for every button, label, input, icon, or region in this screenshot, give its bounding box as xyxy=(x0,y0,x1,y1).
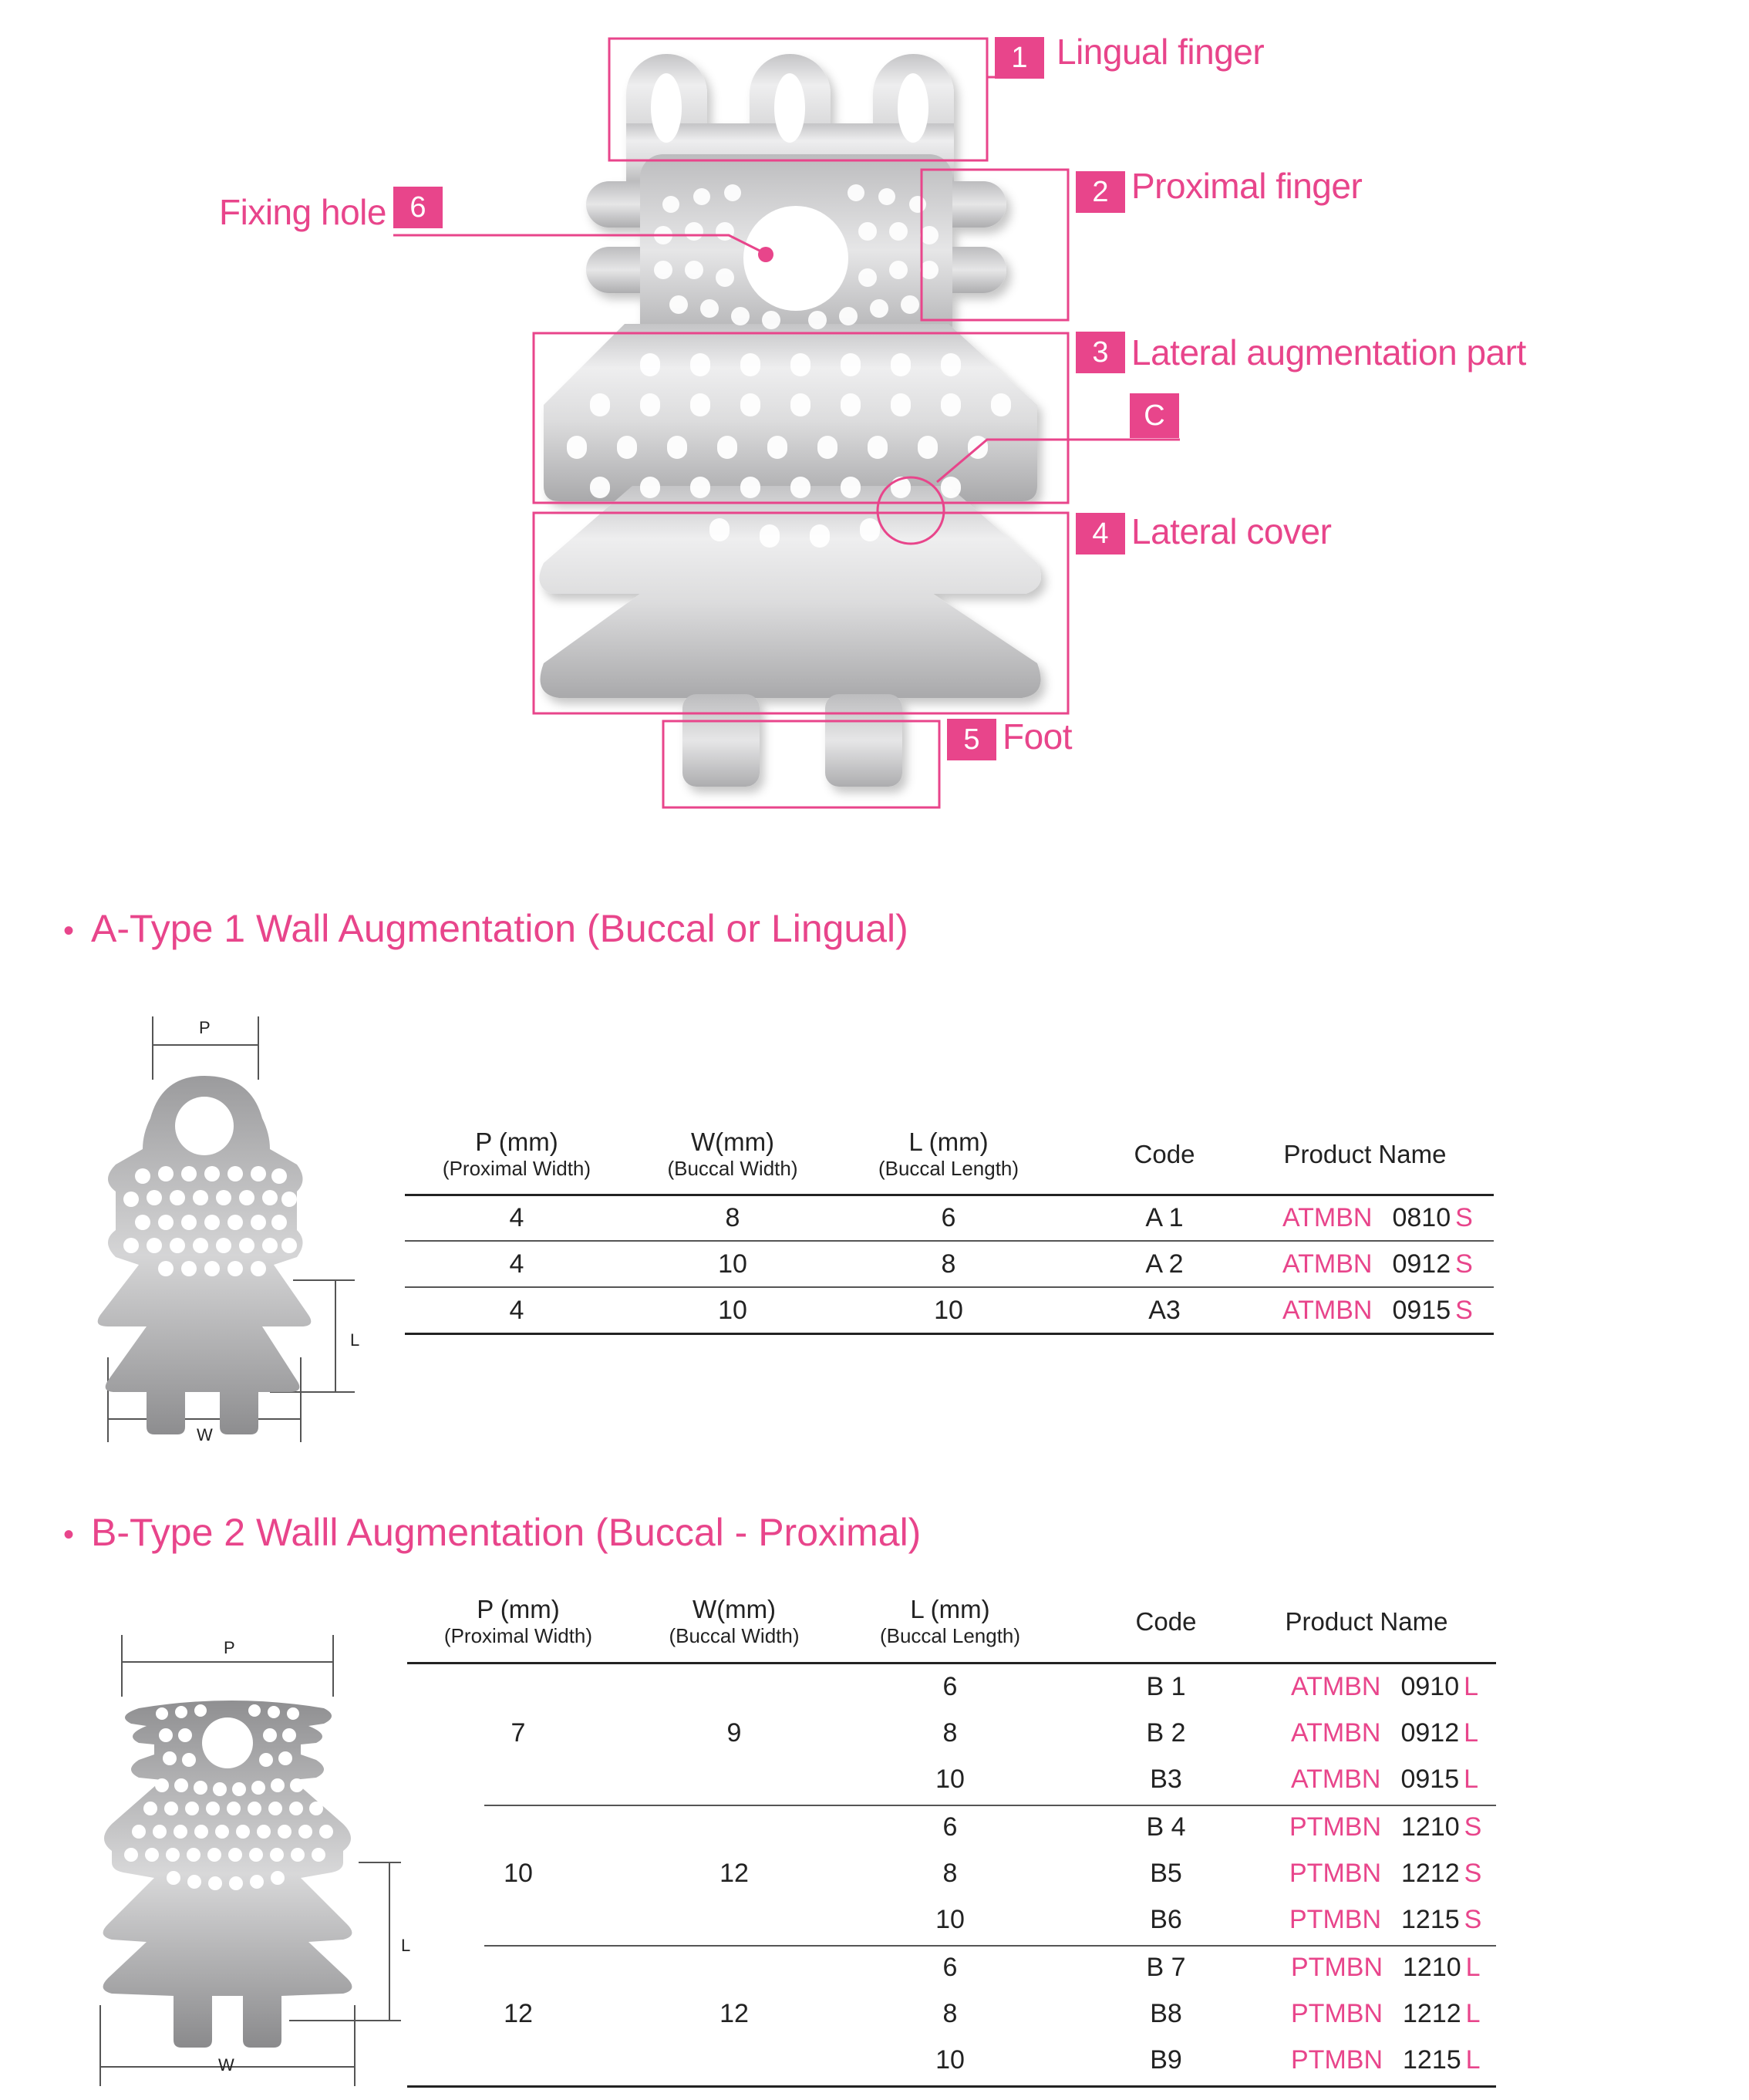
b-cell-l: 6 xyxy=(942,1953,958,1982)
b-cell-product xyxy=(1291,1953,1481,1983)
b-group-p: 7 xyxy=(511,1718,526,1748)
b-cell-code: B9 xyxy=(1150,2045,1182,2075)
product-prefix: ATMBN xyxy=(1282,1296,1373,1325)
b-group-w: 12 xyxy=(719,1999,749,2028)
product-prefix: PTMBN xyxy=(1291,1953,1383,1982)
a-cell-p: 4 xyxy=(509,1296,524,1325)
label-lateral-cover: Lateral cover xyxy=(1131,511,1332,551)
a-dim-w: W xyxy=(197,1425,213,1444)
product-prefix: PTMBN xyxy=(1289,1905,1381,1934)
a-header-p-main: P (mm) xyxy=(475,1128,558,1156)
a-cell-p: 4 xyxy=(509,1249,524,1279)
product-suffix: L xyxy=(1464,1765,1479,1794)
membrane-shape xyxy=(539,54,1041,787)
b-group-w: 9 xyxy=(726,1718,742,1748)
a-cell-l: 8 xyxy=(941,1249,956,1279)
b-dim-p: P xyxy=(224,1638,235,1657)
product-suffix: L xyxy=(1464,1672,1479,1701)
a-cell-w: 10 xyxy=(718,1249,747,1279)
product-prefix: PTMBN xyxy=(1291,2045,1383,2075)
product-number: 1215 xyxy=(1403,2045,1461,2075)
product-prefix: ATMBN xyxy=(1291,1718,1381,1748)
callout-num-4: 4 xyxy=(1076,513,1125,554)
section-b-title-text: B-Type 2 Walll Augmentation (Buccal - Proximal) xyxy=(91,1511,922,1554)
product-suffix: S xyxy=(1455,1249,1473,1279)
callout-num-5: 5 xyxy=(947,719,996,760)
b-type-drawing xyxy=(85,1627,424,2098)
bullet-icon: • xyxy=(63,914,75,949)
b-cell-code: B8 xyxy=(1150,1999,1182,2028)
b-cell-product xyxy=(1289,1859,1481,1889)
a-header-product-main: Product Name xyxy=(1283,1140,1447,1168)
b-cell-product xyxy=(1291,2045,1481,2075)
b-header-w-sub: (Buccal Width) xyxy=(669,1624,800,1647)
label-lateral-augmentation-part: Lateral augmentation part xyxy=(1131,332,1526,372)
a-cell-code: A 1 xyxy=(1145,1203,1184,1232)
product-suffix: S xyxy=(1464,1859,1482,1888)
b-table-bottom-rule xyxy=(407,2085,1496,2088)
fixing-hole-dot xyxy=(758,247,773,262)
product-suffix: L xyxy=(1465,1953,1481,1982)
b-header-w xyxy=(649,1595,819,1647)
section-b-title xyxy=(63,1510,921,1555)
product-suffix: S xyxy=(1464,1812,1482,1842)
label-foot: Foot xyxy=(1003,716,1073,757)
callout-num-3: 3 xyxy=(1076,332,1125,373)
product-suffix: S xyxy=(1464,1905,1482,1934)
a-header-w-main: W(mm) xyxy=(690,1128,775,1156)
b-header-code-main: Code xyxy=(1135,1607,1197,1636)
b-cell-code: B5 xyxy=(1150,1859,1182,1888)
callout-num-c: C xyxy=(1130,393,1179,438)
a-cell-l: 10 xyxy=(934,1296,963,1325)
a-header-w-sub: (Buccal Width) xyxy=(667,1157,798,1180)
a-header-code xyxy=(1087,1140,1242,1169)
b-dim-l: L xyxy=(401,1936,411,1955)
a-header-p-sub: (Proximal Width) xyxy=(442,1157,591,1180)
a-header-w xyxy=(648,1128,817,1180)
b-group-rule xyxy=(484,1945,1496,1947)
a-header-l-sub: (Buccal Length) xyxy=(878,1157,1019,1180)
b-cell-product xyxy=(1289,1812,1481,1842)
a-header-l-main: L (mm) xyxy=(908,1128,989,1156)
b-cell-product xyxy=(1291,1718,1478,1748)
product-suffix: L xyxy=(1465,1999,1481,2028)
product-number: 0912 xyxy=(1400,1718,1460,1748)
product-number: 1210 xyxy=(1403,1953,1461,1982)
b-cell-l: 10 xyxy=(935,1765,965,1794)
a-cell-l: 6 xyxy=(941,1203,956,1232)
b-header-p-sub: (Proximal Width) xyxy=(443,1624,593,1647)
a-type-drawing xyxy=(77,1010,386,1458)
label-fixing-hole: Fixing hole xyxy=(219,192,386,232)
product-number: 1215 xyxy=(1401,1905,1460,1934)
product-prefix: PTMBN xyxy=(1289,1859,1381,1888)
b-cell-code: B 7 xyxy=(1146,1953,1186,1982)
b-cell-l: 8 xyxy=(942,1999,958,2028)
b-cell-code: B6 xyxy=(1150,1905,1182,1934)
b-cell-code: B 2 xyxy=(1146,1718,1186,1748)
b-cell-l: 8 xyxy=(942,1859,958,1888)
b-header-l-sub: (Buccal Length) xyxy=(879,1624,1021,1647)
product-prefix: PTMBN xyxy=(1291,1999,1383,2028)
product-number: 1212 xyxy=(1403,1999,1461,2028)
a-header-product xyxy=(1265,1140,1465,1169)
a-header-l xyxy=(864,1128,1033,1180)
product-suffix: L xyxy=(1465,2045,1481,2075)
callout-num-6: 6 xyxy=(393,187,443,228)
bullet-icon: • xyxy=(63,1518,75,1552)
a-table-header-rule xyxy=(405,1194,1494,1196)
a-cell-w: 8 xyxy=(725,1203,740,1232)
b-header-product xyxy=(1266,1607,1467,1637)
a-table-bottom-rule xyxy=(405,1333,1494,1335)
section-a-title-text: A-Type 1 Wall Augmentation (Buccal or Lingual) xyxy=(91,907,908,950)
b-cell-code: B 4 xyxy=(1146,1812,1186,1842)
membrane-diagram xyxy=(0,0,1749,833)
b-cell-code: B 1 xyxy=(1146,1672,1186,1701)
product-number: 0810 xyxy=(1392,1203,1451,1232)
b-cell-product xyxy=(1291,1765,1478,1795)
product-prefix: ATMBN xyxy=(1282,1203,1373,1232)
a-cell-product xyxy=(1282,1296,1473,1326)
b-cell-l: 8 xyxy=(942,1718,958,1748)
product-prefix: ATMBN xyxy=(1282,1249,1373,1279)
product-number: 1210 xyxy=(1401,1812,1460,1842)
callout-num-2: 2 xyxy=(1076,171,1125,213)
b-header-l xyxy=(865,1595,1035,1647)
a-cell-product xyxy=(1282,1203,1473,1233)
a-row-rule xyxy=(405,1286,1494,1288)
section-a-title xyxy=(63,906,908,951)
callout-num-1: 1 xyxy=(995,37,1044,79)
product-suffix: S xyxy=(1455,1203,1473,1232)
product-number: 1212 xyxy=(1401,1859,1460,1888)
b-header-p xyxy=(433,1595,603,1647)
b-cell-l: 10 xyxy=(935,2045,965,2075)
b-cell-product xyxy=(1291,1672,1478,1702)
b-group-w: 12 xyxy=(719,1859,749,1888)
b-header-code xyxy=(1089,1607,1243,1637)
b-group-p: 10 xyxy=(504,1859,533,1888)
b-cell-code: B3 xyxy=(1150,1765,1182,1794)
b-cell-product xyxy=(1289,1905,1481,1935)
b-cell-l: 6 xyxy=(942,1812,958,1842)
b-header-product-main: Product Name xyxy=(1285,1607,1448,1636)
a-row-rule xyxy=(405,1240,1494,1242)
b-dim-w: W xyxy=(218,2055,234,2075)
product-prefix: ATMBN xyxy=(1291,1765,1381,1794)
product-number: 0912 xyxy=(1392,1249,1451,1279)
product-number: 0915 xyxy=(1392,1296,1451,1325)
b-group-rule xyxy=(484,1805,1496,1806)
b-table-header-rule xyxy=(407,1662,1496,1664)
product-prefix: PTMBN xyxy=(1289,1812,1381,1842)
product-number: 0915 xyxy=(1400,1765,1460,1794)
product-suffix: L xyxy=(1464,1718,1479,1748)
product-prefix: ATMBN xyxy=(1291,1672,1381,1701)
b-cell-product xyxy=(1291,1999,1481,2029)
a-dim-l: L xyxy=(350,1330,360,1350)
a-cell-code: A3 xyxy=(1148,1296,1181,1325)
a-cell-product xyxy=(1282,1249,1473,1279)
product-number: 0910 xyxy=(1400,1672,1460,1701)
b-cell-l: 10 xyxy=(935,1905,965,1934)
b-cell-l: 6 xyxy=(942,1672,958,1701)
label-lingual-finger: Lingual finger xyxy=(1056,32,1265,72)
a-cell-code: A 2 xyxy=(1145,1249,1184,1279)
b-group-p: 12 xyxy=(504,1999,533,2028)
product-suffix: S xyxy=(1455,1296,1473,1325)
label-proximal-finger: Proximal finger xyxy=(1131,166,1363,206)
b-header-p-main: P (mm) xyxy=(477,1595,560,1623)
a-cell-w: 10 xyxy=(718,1296,747,1325)
b-header-l-main: L (mm) xyxy=(910,1595,990,1623)
a-header-code-main: Code xyxy=(1134,1140,1195,1168)
a-header-p xyxy=(432,1128,602,1180)
b-header-w-main: W(mm) xyxy=(692,1595,777,1623)
a-cell-p: 4 xyxy=(509,1203,524,1232)
a-dim-p: P xyxy=(199,1018,211,1037)
